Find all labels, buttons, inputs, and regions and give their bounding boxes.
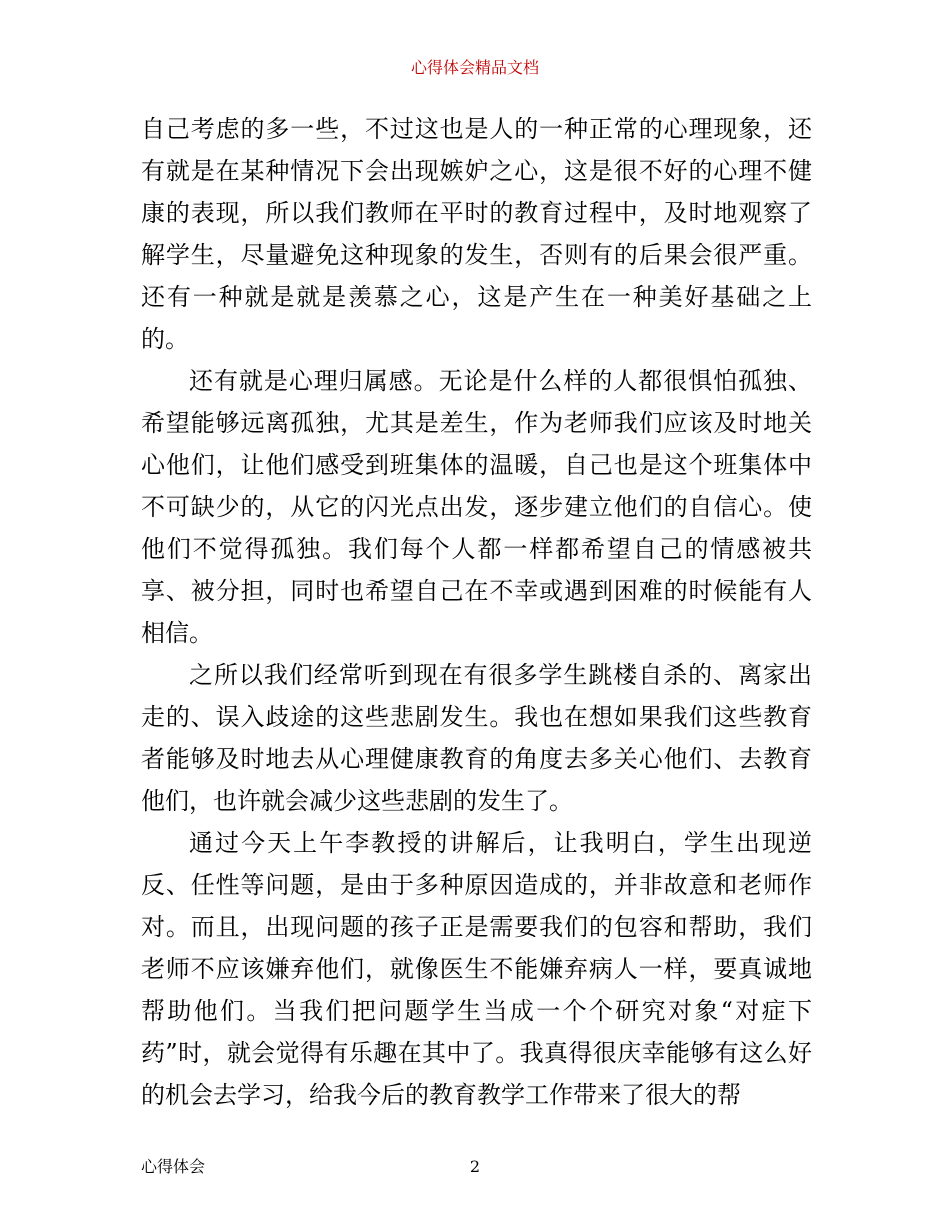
page-number: 2 (469, 1157, 481, 1176)
paragraph-belonging: 还有就是心理归属感。无论是什么样的人都很惧怕孤独、希望能够远离孤独，尤其是差生，作为老师我们应该及时地关心他们，让他们感受到班集体的温暖，自己也是这个班集体中不可缺少的，从它的闪光点出发，逐步建立他们的自信心。使他们不觉得孤独。我们每个人都一样都希望自己的情感被共享、被分担，同时也希望自己在不幸或遇到困难的时候能有人相信。 (141, 367, 812, 647)
paragraph-tragedies: 之所以我们经常听到现在有很多学生跳楼自杀的、离家出走的、误入歧途的这些悲剧发生。我也在想如果我们这些教育者能够及时地去从心理健康教育的角度去多关心他们、去教育他们，也许就会减少这些悲剧的发生了。 (141, 661, 812, 815)
footer-label: 心得体会 (141, 1157, 206, 1176)
page-header-title: 心得体会精品文档 (410, 58, 539, 77)
document-body (141, 108, 812, 1116)
paragraph-continuation: 自己考虑的多一些，不过这也是人的一种正常的心理现象，还有就是在某种情况下会出现嫉妒之心，这是很不好的心理不健康的表现，所以我们教师在平时的教育过程中，及时地观察了解学生，尽量避免这种现象的发生，否则有的后果会很严重。还有一种就是就是羡慕之心，这是产生在一种美好基础之上的。 (141, 115, 812, 353)
paragraph-lecture: 通过今天上午李教授的讲解后，让我明白，学生出现逆反、任性等问题，是由于多种原因造成的，并非故意和老师作对。而且，出现问题的孩子正是需要我们的包容和帮助，我们老师不应该嫌弃他们，就像医生不能嫌弃病人一样，要真诚地帮助他们。当我们把问题学生当成一个个研究对象“对症下药”时，就会觉得有乐趣在其中了。我真得很庆幸能够有这么好的机会去学习，给我今后的教育教学工作带来了很大的帮 (141, 829, 812, 1109)
